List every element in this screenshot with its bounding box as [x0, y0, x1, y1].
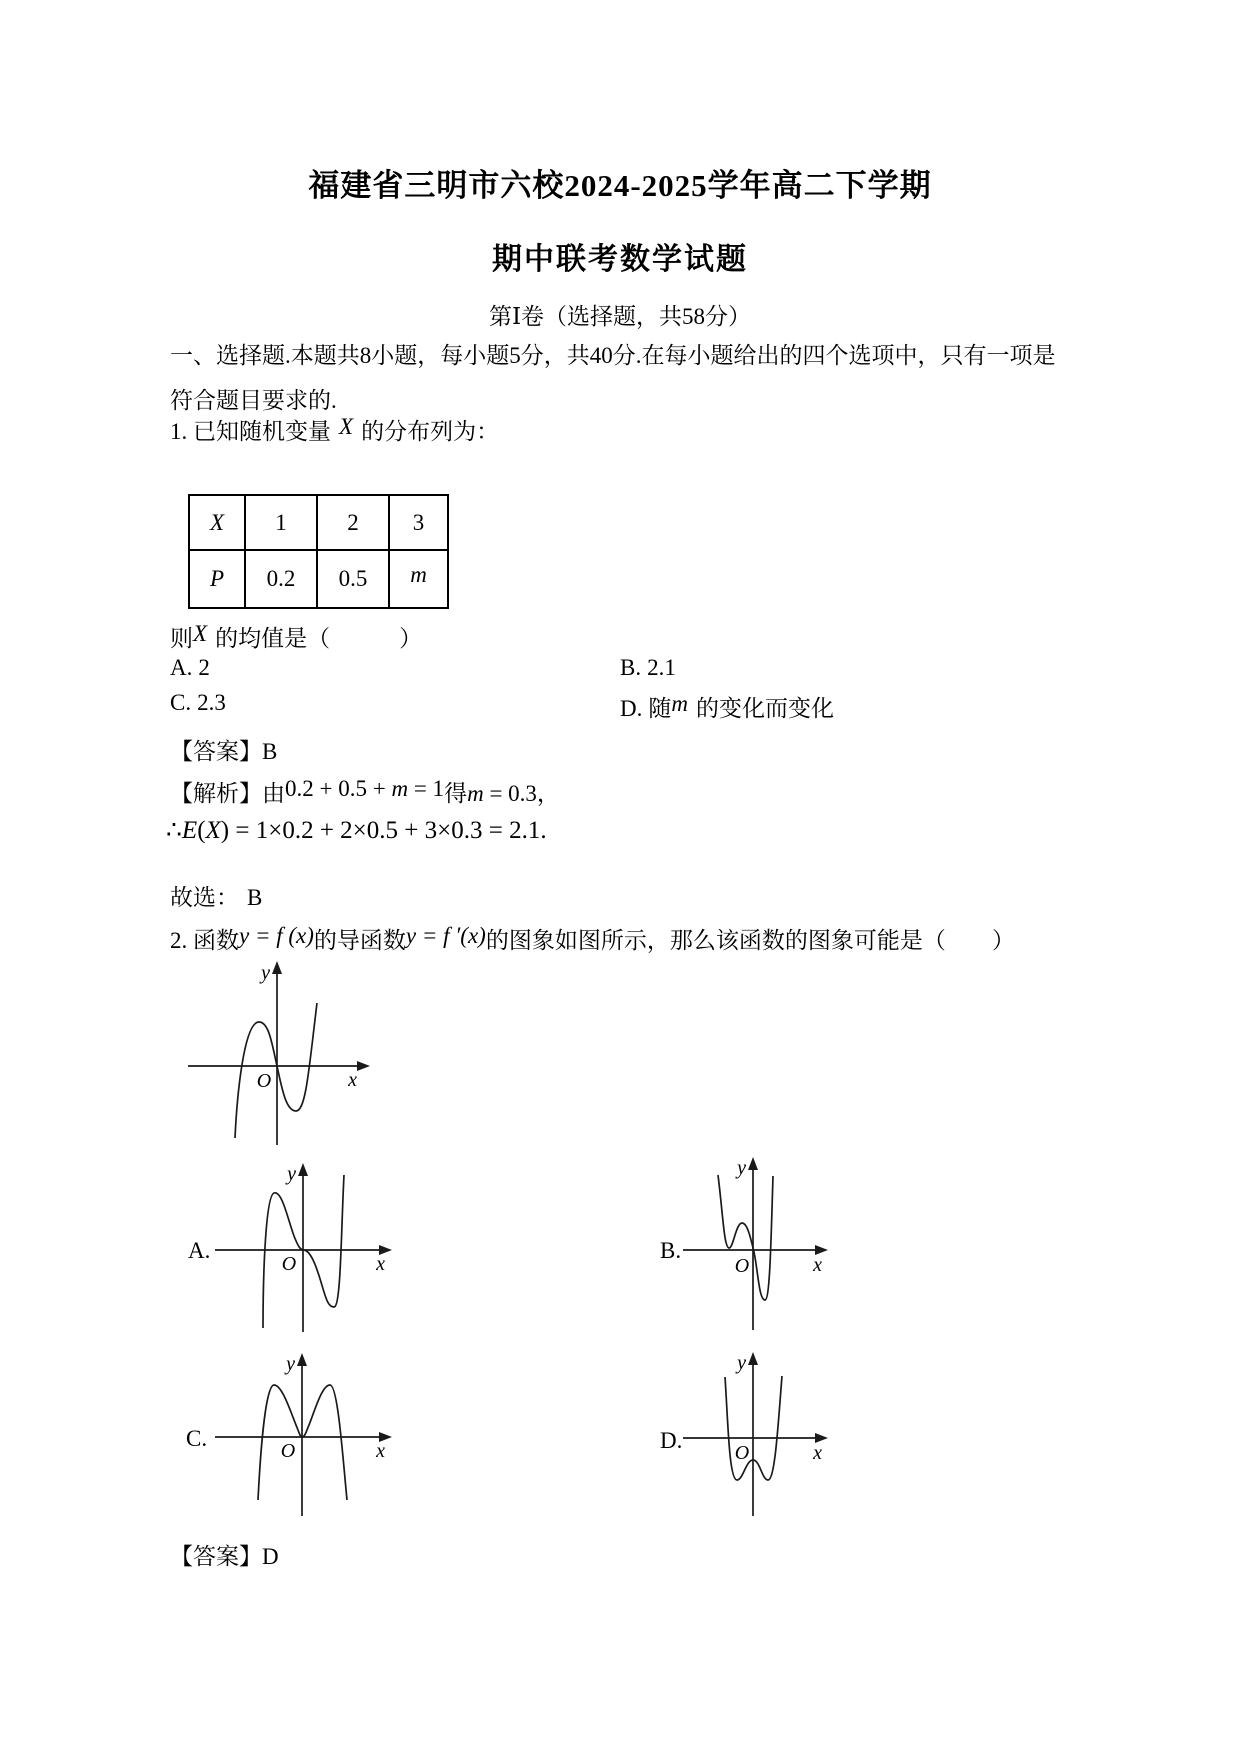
- x-axis-label: x: [348, 1069, 357, 1091]
- expectation-lparen: (: [197, 817, 206, 844]
- origin-label: O: [734, 1442, 750, 1464]
- y-axis-label: y: [737, 1352, 746, 1374]
- q1-option-d: [620, 690, 834, 723]
- table-cell-p3: m: [389, 546, 448, 604]
- y-axis-label: y: [737, 1157, 746, 1179]
- section-header: 第Ⅰ卷（选择题，共58分）: [488, 304, 752, 329]
- x-axis-arrow-icon: [357, 1061, 370, 1071]
- q1-analysis-f1c: = 1: [408, 776, 445, 801]
- table-row-p: [189, 550, 448, 608]
- q1-option-a-text: 2: [198, 655, 210, 680]
- q2-option-d-label: D.: [660, 1428, 683, 1453]
- y-axis-arrow-icon: [297, 1353, 307, 1366]
- q1-answer-line: [170, 733, 277, 766]
- q1-analysis-t3: ，: [536, 781, 560, 806]
- q1-analysis-f2a: m: [467, 781, 484, 806]
- expectation-x: X: [205, 817, 221, 844]
- q1-analysis-f1a: 0.2 + 0.5 +: [285, 776, 392, 801]
- q1-conclusion-pre: 故选：: [170, 885, 239, 910]
- q2-answer-value: D: [262, 1544, 279, 1569]
- q2-stem: [170, 922, 1015, 955]
- page-subtitle: 期中联考数学试题: [492, 243, 748, 276]
- table-cell-p1: 0.2: [245, 550, 317, 608]
- q1-option-b-text: 2.1: [647, 655, 676, 680]
- q2-stem-math1: y = f (x): [239, 923, 314, 948]
- origin-label: O: [280, 1440, 296, 1462]
- q1-option-d-post: 的变化而变化: [696, 696, 834, 721]
- table-cell-p-var: P: [189, 550, 245, 608]
- intro-line-2: 符合题目要求的.: [170, 388, 337, 413]
- origin-label: O: [281, 1253, 297, 1275]
- q1-expectation-line: [166, 815, 547, 845]
- q1-answer-label: 【答案】: [170, 739, 262, 764]
- table-row-x: [189, 495, 448, 550]
- q2-stem-mid: 的导函数: [313, 928, 406, 953]
- q1-option-b-label: B.: [620, 655, 642, 680]
- q2-answer-label: 【答案】: [170, 1544, 262, 1569]
- graph-option-c: [208, 1348, 398, 1520]
- q1-stem-text: 1. 已知随机变量: [170, 419, 331, 444]
- q1-option-b: [620, 655, 676, 681]
- expectation-rparen: ): [220, 817, 230, 844]
- x-axis-label: x: [813, 1254, 822, 1276]
- y-axis-label: y: [286, 1353, 295, 1375]
- expectation-e: E: [181, 817, 198, 844]
- y-axis-label: y: [261, 962, 270, 984]
- q1-ask-post: 的均值是（ ）: [215, 626, 423, 651]
- q1-option-a-label: A.: [170, 655, 193, 680]
- derivative-graph: [178, 955, 378, 1150]
- q1-conclusion-answer: B: [247, 885, 263, 910]
- therefore-symbol: ∴: [166, 817, 182, 844]
- table-cell-x2: 2: [317, 495, 389, 550]
- intro-line-1: 一、选择题.本题共8小题，每小题5分，共40分.在每小题给出的四个选项中，只有一项是: [170, 343, 1056, 368]
- q2-stem-math2: y = f ′(x): [405, 923, 486, 948]
- q2-answer-line: [170, 1538, 279, 1571]
- y-axis-arrow-icon: [298, 1163, 308, 1176]
- q1-option-d-variable: m: [671, 691, 688, 716]
- q2-option-a-label: A.: [188, 1238, 211, 1263]
- table-cell-x-var: X: [189, 495, 245, 550]
- q1-option-d-pre: 随: [648, 696, 672, 721]
- graph-option-d: [678, 1346, 868, 1518]
- q2-stem-pre: 2. 函数: [170, 928, 239, 953]
- q1-option-a: [170, 655, 210, 681]
- q1-analysis-t1: 由: [262, 781, 285, 806]
- q1-stem: [170, 413, 499, 446]
- q1-stem-variable: X: [339, 414, 354, 439]
- curve: [718, 1175, 773, 1300]
- q2-option-b-label: B.: [660, 1238, 682, 1263]
- q1-analysis-f2b: = 0.3: [483, 781, 537, 806]
- y-axis-label: y: [287, 1163, 296, 1185]
- page-title: 福建省三明市六校2024-2025学年高二下学期: [308, 168, 932, 203]
- q2-stem-post: 的图象如图所示，那么该函数的图象可能是（ ）: [485, 928, 1015, 953]
- q2-option-c-label: C.: [186, 1426, 208, 1451]
- q1-option-c: [170, 690, 226, 716]
- origin-label: O: [256, 1070, 272, 1092]
- origin-label: O: [734, 1255, 750, 1277]
- q1-analysis-label: 【解析】: [170, 781, 262, 806]
- expectation-period: .: [540, 817, 547, 844]
- q1-ask-variable: X: [193, 621, 208, 646]
- y-axis-arrow-icon: [748, 1157, 758, 1170]
- q1-ask-pre: 则: [170, 626, 193, 651]
- table-cell-x3: 3: [389, 495, 448, 550]
- q1-option-d-label: D.: [620, 696, 643, 721]
- q1-stem-text-post: 的分布列为：: [361, 419, 500, 444]
- table-cell-x1: 1: [245, 495, 317, 550]
- q1-option-c-label: C.: [170, 690, 192, 715]
- q1-ask: [170, 620, 422, 653]
- distribution-table: [188, 494, 449, 609]
- x-axis-label: x: [813, 1442, 822, 1464]
- graph-option-b: [678, 1150, 868, 1335]
- q1-analysis-t2: 得: [444, 781, 468, 806]
- y-axis-arrow-icon: [272, 961, 282, 974]
- y-axis-arrow-icon: [748, 1352, 758, 1365]
- table-cell-p2: 0.5: [317, 550, 389, 608]
- q1-conclusion: [170, 879, 262, 912]
- x-axis-label: x: [376, 1440, 385, 1462]
- q1-analysis-line: [170, 775, 560, 808]
- x-axis-label: x: [376, 1253, 385, 1275]
- q1-analysis-f1b: m: [391, 776, 409, 801]
- expectation-rest: = 1×0.2 + 2×0.5 + 3×0.3 = 2.1: [229, 817, 541, 844]
- q1-option-c-text: 2.3: [197, 690, 226, 715]
- curve: [235, 1003, 317, 1138]
- graph-option-a: [208, 1156, 398, 1336]
- q1-answer-value: B: [262, 739, 278, 764]
